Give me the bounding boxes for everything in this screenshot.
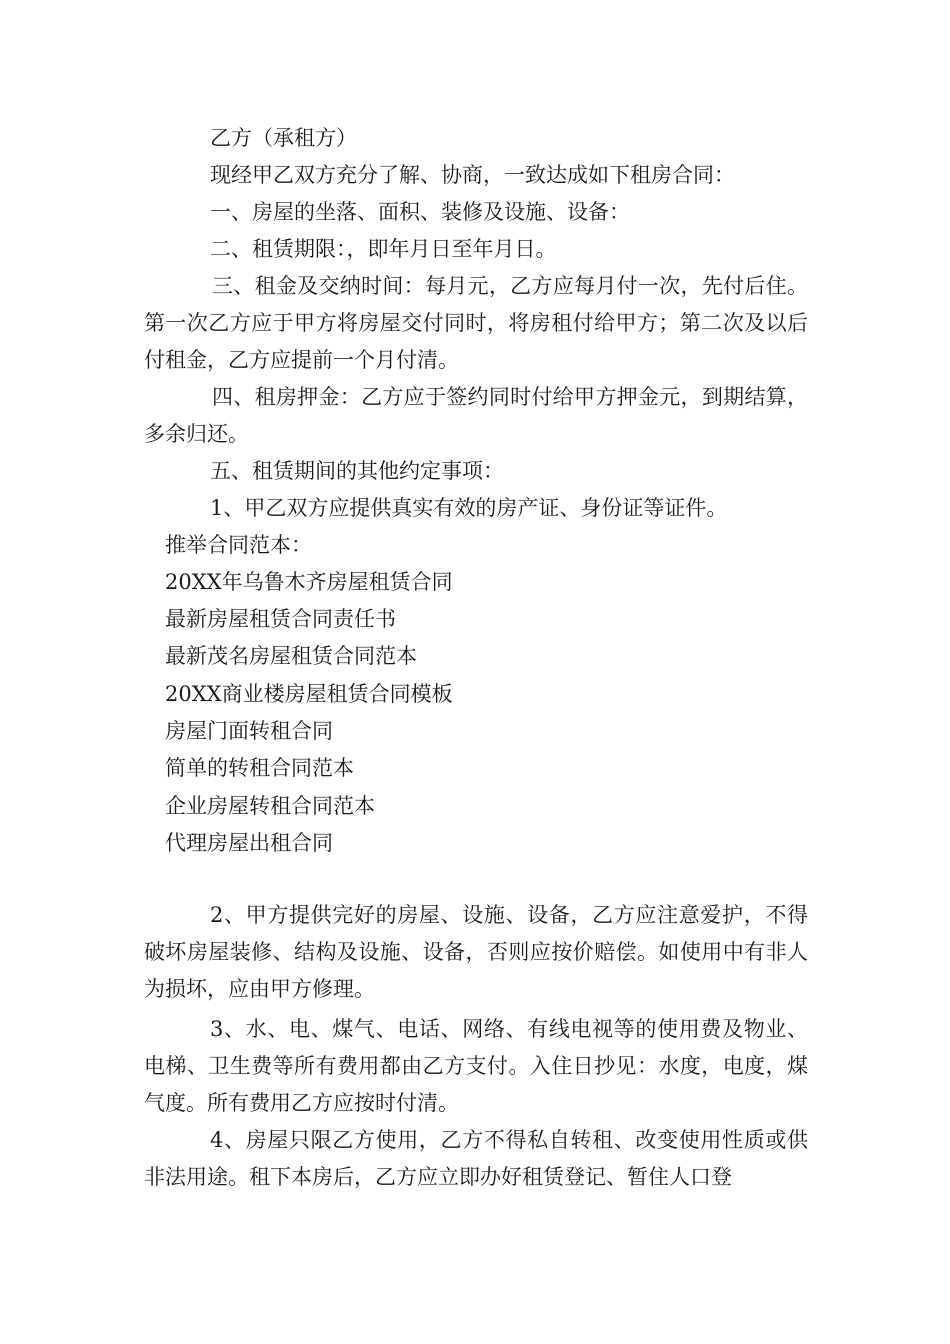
clause-5-other: 五、租赁期间的其他约定事项： (210, 459, 504, 483)
recommend-link[interactable]: 简单的转租合同范本 (165, 756, 354, 780)
clause-3-rent: 三、租金及交纳时间：每月元，乙方应每月付一次，先付后住。第一次乙方应于甲方将房屋交付同时，将房租付给甲方；第二次及以后付租金，乙方应提前一个月付清。 (144, 274, 808, 372)
recommend-link[interactable]: 房屋门面转租合同 (165, 719, 333, 743)
clause-1-location: 一、房屋的坐落、面积、装修及设施、设备： (210, 200, 630, 224)
party-b-label: 乙方（承租方） (210, 126, 357, 150)
clause-4-deposit: 四、租房押金：乙方应于签约同时付给甲方押金元，到期结算，多余归还。 (144, 385, 808, 446)
recommend-link[interactable]: 最新茂名房屋租赁合同范本 (165, 644, 417, 668)
recommend-link[interactable]: 企业房屋转租合同范本 (165, 794, 375, 818)
item-2-facilities: 2、甲方提供完好的房屋、设施、设备，乙方应注意爱护，不得破坏房屋装修、结构及设施、设备，否则应按价赔偿。如使用中有非人为损坏，应由甲方修理。 (144, 903, 808, 1001)
item-4-usage: 4、房屋只限乙方使用，乙方不得私自转租、改变使用性质或供非法用途。租下本房后，乙方应立即办好租赁登记、暂住人口登 (144, 1128, 808, 1189)
recommend-link[interactable]: 20XX年乌鲁木齐房屋租赁合同 (165, 570, 453, 594)
recommend-link[interactable]: 20XX商业楼房屋租赁合同模板 (165, 682, 453, 706)
contract-intro: 现经甲乙双方充分了解、协商，一致达成如下租房合同： (210, 163, 735, 187)
recommend-link[interactable]: 最新房屋租赁合同责任书 (165, 607, 396, 631)
clause-2-term: 二、租赁期限：，即年月日至年月日。 (210, 237, 557, 261)
recommend-link[interactable]: 代理房屋出租合同 (165, 831, 333, 855)
item-1-documents: 1、甲乙双方应提供真实有效的房产证、身份证等证件。 (210, 496, 728, 520)
recommend-title: 推举合同范本： (165, 533, 312, 557)
item-3-fees: 3、水、电、煤气、电话、网络、有线电视等的使用费及物业、电梯、卫生费等所有费用都由乙方支付。入住日抄见：水度，电度，煤气度。所有费用乙方应按时付清。 (144, 1017, 808, 1115)
